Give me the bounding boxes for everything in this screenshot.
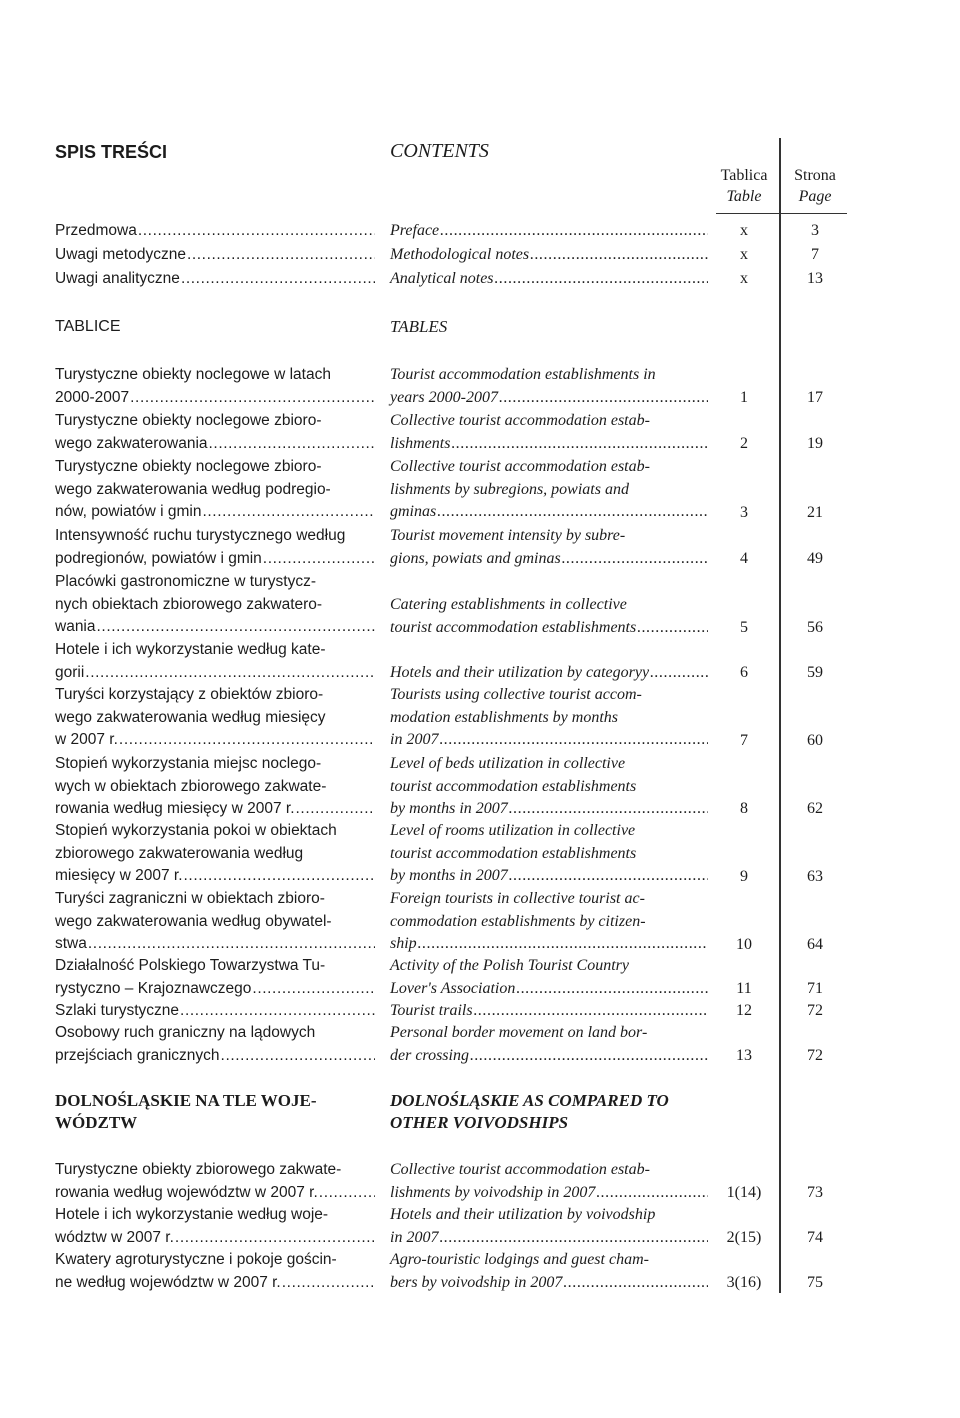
page-number[interactable]: 73 <box>807 1184 823 1201</box>
toc-entry-pl[interactable]: Przedmowa ..... <box>55 220 375 243</box>
header-divider <box>716 213 847 214</box>
toc-entry-en[interactable]: Activity of the Polish Tourist Country Lover's Association ..... <box>390 955 708 1000</box>
page-number[interactable]: 74 <box>807 1229 823 1246</box>
toc-entry-en[interactable]: Tourists using collective tourist accom- modation establishments by months in 2007 ..... <box>390 684 708 752</box>
toc-entry-pl[interactable]: Stopień wykorzystania pokoi w obiektach zbiorowego zakwaterowania według miesięcy w 2007 r. ..... <box>55 820 375 888</box>
table-number: 9 <box>740 868 748 885</box>
column-header-page <box>784 165 846 207</box>
table-number: 4 <box>740 550 748 567</box>
table-number: 2 <box>740 435 748 452</box>
toc-entry-en[interactable]: Foreign tourists in collective tourist ac- commodation establishments by citizen- ship ..... <box>390 888 708 956</box>
page-number[interactable]: 13 <box>807 270 823 287</box>
column-header-page-pl: Strona <box>794 167 836 184</box>
toc-entry-pl[interactable]: Turystyczne obiekty noclegowe zbioro- wego zakwaterowania według podregio- nów, powiatów i gmin ..... <box>55 456 375 524</box>
page-number[interactable]: 49 <box>807 550 823 567</box>
page-number[interactable]: 72 <box>807 1002 823 1019</box>
page-number[interactable]: 19 <box>807 435 823 452</box>
page-number[interactable]: 17 <box>807 389 823 406</box>
table-number: 6 <box>740 664 748 681</box>
toc-entry-pl[interactable]: Działalność Polskiego Towarzystwa Tu- rystyczno – Krajoznawczego ..... <box>55 955 375 1000</box>
toc-entry-en[interactable]: Tourist accommodation establishments in years 2000-2007 ..... <box>390 364 708 409</box>
toc-entry-en[interactable]: Catering establishments in collective tourist accommodation establishments ..... <box>390 594 708 639</box>
column-header-table-pl: Tablica <box>720 167 768 184</box>
toc-entry-en[interactable]: Hotels and their utilization by voivodship in 2007 ..... <box>390 1204 708 1249</box>
toc-entry-pl[interactable]: Hotele i ich wykorzystanie według woje- wództw w 2007 r. ..... <box>55 1204 375 1249</box>
table-number: 2(15) <box>726 1229 762 1246</box>
toc-entry-en[interactable]: Tourist movement intensity by subre- gions, powiats and gminas ..... <box>390 525 708 570</box>
toc-entry-pl[interactable]: Szlaki turystyczne ..... <box>55 1000 375 1023</box>
page-number[interactable]: 63 <box>807 868 823 885</box>
page-title-pl: SPIS TREŚCI <box>55 142 168 162</box>
table-number: 1(14) <box>726 1184 762 1201</box>
section-heading-en: TABLES <box>390 317 448 336</box>
table-number: 3 <box>740 504 748 521</box>
column-header-table <box>712 165 776 207</box>
toc-entry-pl[interactable]: Intensywność ruchu turystycznego według podregionów, powiatów i gmin ..... <box>55 525 375 570</box>
page-number[interactable]: 62 <box>807 800 823 817</box>
page-number[interactable]: 72 <box>807 1047 823 1064</box>
table-number: 12 <box>736 1002 752 1019</box>
table-number: x <box>740 270 748 287</box>
toc-entry-en[interactable]: Collective tourist accommodation estab- lishments by voivodship in 2007 ..... <box>390 1159 708 1204</box>
page-number[interactable]: 7 <box>811 246 819 263</box>
section-heading-pl: DOLNOŚLĄSKIE NA TLE WOJE- WÓDZTW <box>55 1091 317 1132</box>
toc-entry-en[interactable]: Tourist trails ..... <box>390 1000 708 1023</box>
toc-entry-en[interactable]: Level of rooms utilization in collective tourist accommodation establishments by months in 2007 ..... <box>390 820 708 888</box>
page-number[interactable]: 21 <box>807 504 823 521</box>
table-number: 7 <box>740 732 748 749</box>
section-heading-pl: TABLICE <box>55 318 121 335</box>
page-title-en: CONTENTS <box>390 140 489 162</box>
toc-entry-en[interactable]: Agro-touristic lodgings and guest cham- bers by voivodship in 2007 ..... <box>390 1249 708 1294</box>
section-heading-en: DOLNOŚLĄSKIE AS COMPARED TO OTHER VOIVODSHIPS <box>390 1091 669 1132</box>
toc-entry-en[interactable]: Analytical notes ..... <box>390 268 708 291</box>
table-number: 11 <box>736 980 752 997</box>
toc-entry-pl[interactable]: Uwagi metodyczne ..... <box>55 244 375 267</box>
column-header-table-en: Table <box>726 188 762 205</box>
page-number[interactable]: 71 <box>807 980 823 997</box>
toc-entry-pl[interactable]: Uwagi analityczne ..... <box>55 268 375 291</box>
toc-entry-pl[interactable]: Hotele i ich wykorzystanie według kate- gorii ..... <box>55 639 375 684</box>
table-number: 3(16) <box>726 1274 762 1291</box>
page-number[interactable]: 60 <box>807 732 823 749</box>
page-number[interactable]: 56 <box>807 619 823 636</box>
toc-entry-pl[interactable]: Stopień wykorzystania miejsc noclego- wych w obiektach zbiorowego zakwate- rowania według miesięcy w 2007 r. ..... <box>55 753 375 821</box>
table-number: x <box>740 222 748 239</box>
toc-entry-en[interactable]: Preface ..... <box>390 220 708 243</box>
toc-entry-pl[interactable]: Turyści korzystający z obiektów zbioro- wego zakwaterowania według miesięcy w 2007 r. ..... <box>55 684 375 752</box>
table-number: 8 <box>740 800 748 817</box>
toc-entry-en[interactable]: Hotels and their utilization by categoryy ..... <box>390 662 708 685</box>
toc-entry-pl[interactable]: Turystyczne obiekty zbiorowego zakwate- rowania według województw w 2007 r. ..... <box>55 1159 375 1204</box>
page-number[interactable]: 3 <box>811 222 819 239</box>
toc-entry-pl[interactable]: Kwatery agroturystyczne i pokoje gościn- ne według województw w 2007 r. ..... <box>55 1249 375 1294</box>
page-number[interactable]: 75 <box>807 1274 823 1291</box>
toc-entry-en[interactable]: Personal border movement on land bor- der crossing ..... <box>390 1022 708 1067</box>
table-number: 1 <box>740 389 748 406</box>
table-number: 10 <box>736 936 752 953</box>
table-number: 13 <box>736 1047 752 1064</box>
page-number[interactable]: 59 <box>807 664 823 681</box>
column-divider <box>779 138 781 1293</box>
toc-entry-pl[interactable]: Placówki gastronomiczne w turystycz- nych obiektach zbiorowego zakwatero- wania ..... <box>55 571 375 639</box>
column-header-page-en: Page <box>798 188 832 205</box>
table-number: 5 <box>740 619 748 636</box>
page-number[interactable]: 64 <box>807 936 823 953</box>
toc-entry-pl[interactable]: Turystyczne obiekty noclegowe zbioro- wego zakwaterowania ..... <box>55 410 375 455</box>
toc-entry-en[interactable]: Collective tourist accommodation estab- lishments by subregions, powiats and gminas ..... <box>390 456 708 524</box>
toc-entry-en[interactable]: Methodological notes ..... <box>390 244 708 267</box>
toc-entry-pl[interactable]: Osobowy ruch graniczny na lądowych przejściach granicznych ..... <box>55 1022 375 1067</box>
toc-entry-pl[interactable]: Turyści zagraniczni w obiektach zbioro- wego zakwaterowania według obywatel- stwa ..... <box>55 888 375 956</box>
table-number: x <box>740 246 748 263</box>
toc-entry-pl[interactable]: Turystyczne obiekty noclegowe w latach 2000-2007 ..... <box>55 364 375 409</box>
toc-entry-en[interactable]: Level of beds utilization in collective tourist accommodation establishments by months in 2007 ..... <box>390 753 708 821</box>
toc-entry-en[interactable]: Collective tourist accommodation estab- lishments ..... <box>390 410 708 455</box>
